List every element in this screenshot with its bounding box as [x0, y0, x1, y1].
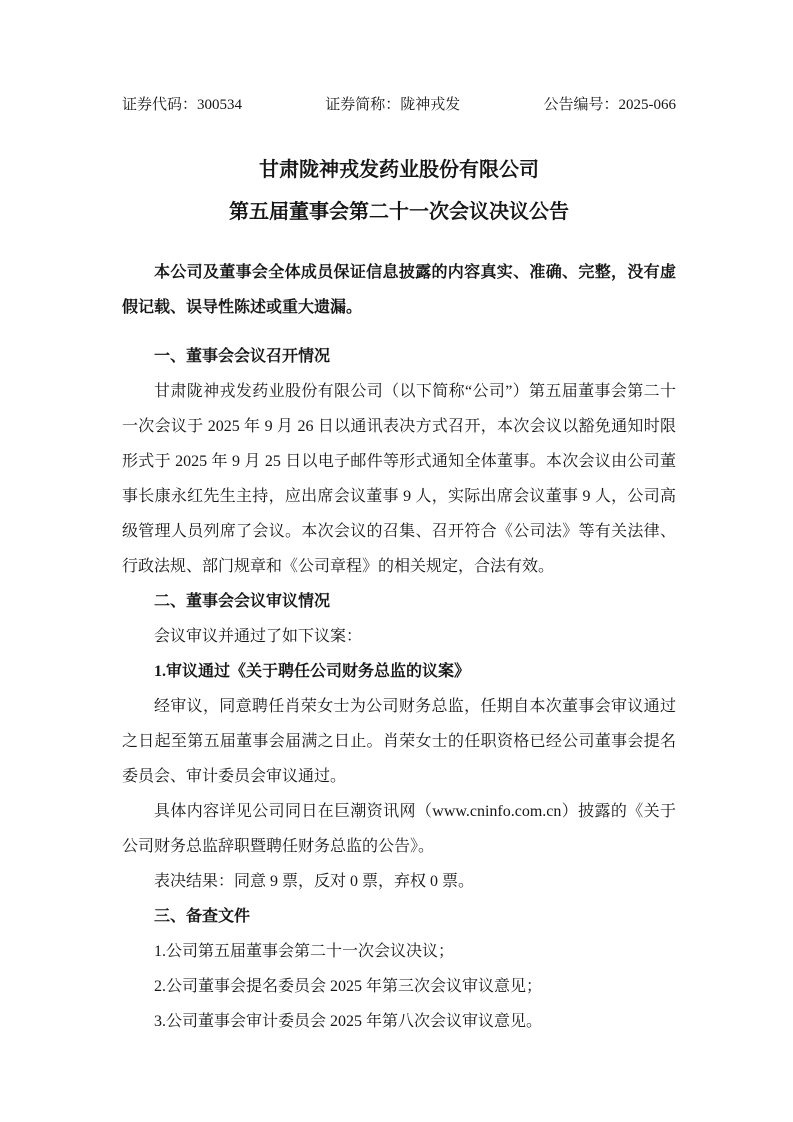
company-name-title-line: 甘肃陇神戎发药业股份有限公司	[259, 159, 539, 181]
proposal1-heading: 1.审议通过《关于聘任公司财务总监的议案》	[154, 663, 471, 680]
document-title	[122, 149, 676, 233]
reference-doc-item-2: 2.公司董事会提名委员会 2025 年第三次会议审议意见；	[154, 978, 543, 995]
reference-doc-item-3: 3.公司董事会审计委员会 2025 年第八次会议审议意见。	[154, 1013, 543, 1030]
proposal1-paragraph-1: 经审议，同意聘任肖荣女士为公司财务总监，任期自本次董事会审议通过之日起至第五届董事会届满之日止。肖荣女士的任职资格已经公司董事会提名委员会、审计委员会审议通过。	[122, 698, 676, 785]
stock-code: 证券代码：300534	[122, 97, 243, 113]
section1-heading: 一、董事会会议召开情况	[154, 348, 331, 365]
proposal1-vote-result: 表决结果：同意 9 票，反对 0 票，弃权 0 票。	[154, 873, 475, 890]
section1-paragraph: 甘肃陇神戎发药业股份有限公司（以下简称“公司”）第五届董事会第二十一次会议于 2025 年 9 月 26 日以通讯表决方式召开，本次会议以豁免通知时限形式于 2025 年 9 月 25 日以电子邮件等形式通知全体董事。本次会议由公司董事长康永红先生主持，应出席会议董事 9 人，实际出席会议董事 9 人，公司高级管理人员列席了会议。本次会议的召集、召开符合《公司法》等有关法律、行政法规、部门规章和《公司章程》的相关规定，合法有效。	[122, 383, 676, 575]
truthfulness-pledge: 本公司及董事会全体成员保证信息披露的内容真实、准确、完整，没有虚假记载、误导性陈述或重大遗漏。	[122, 264, 676, 316]
stock-short-name: 证券简称：陇神戎发	[325, 97, 461, 113]
proposal1-paragraph-2: 具体内容详见公司同日在巨潮资讯网（www.cninfo.com.cn）披露的《关于公司财务总监辞职暨聘任财务总监的公告》。	[122, 803, 676, 855]
section3-heading: 三、备查文件	[154, 908, 251, 925]
document-header	[122, 95, 676, 115]
section2-intro: 会议审议并通过了如下议案：	[154, 628, 363, 645]
section2-heading: 二、董事会会议审议情况	[154, 593, 331, 610]
reference-doc-item-1: 1.公司第五届董事会第二十一次会议决议；	[154, 943, 455, 960]
announcement-number: 公告编号：2025-066	[543, 97, 676, 113]
announcement-title-line: 第五届董事会第二十一次会议决议公告	[229, 201, 569, 223]
